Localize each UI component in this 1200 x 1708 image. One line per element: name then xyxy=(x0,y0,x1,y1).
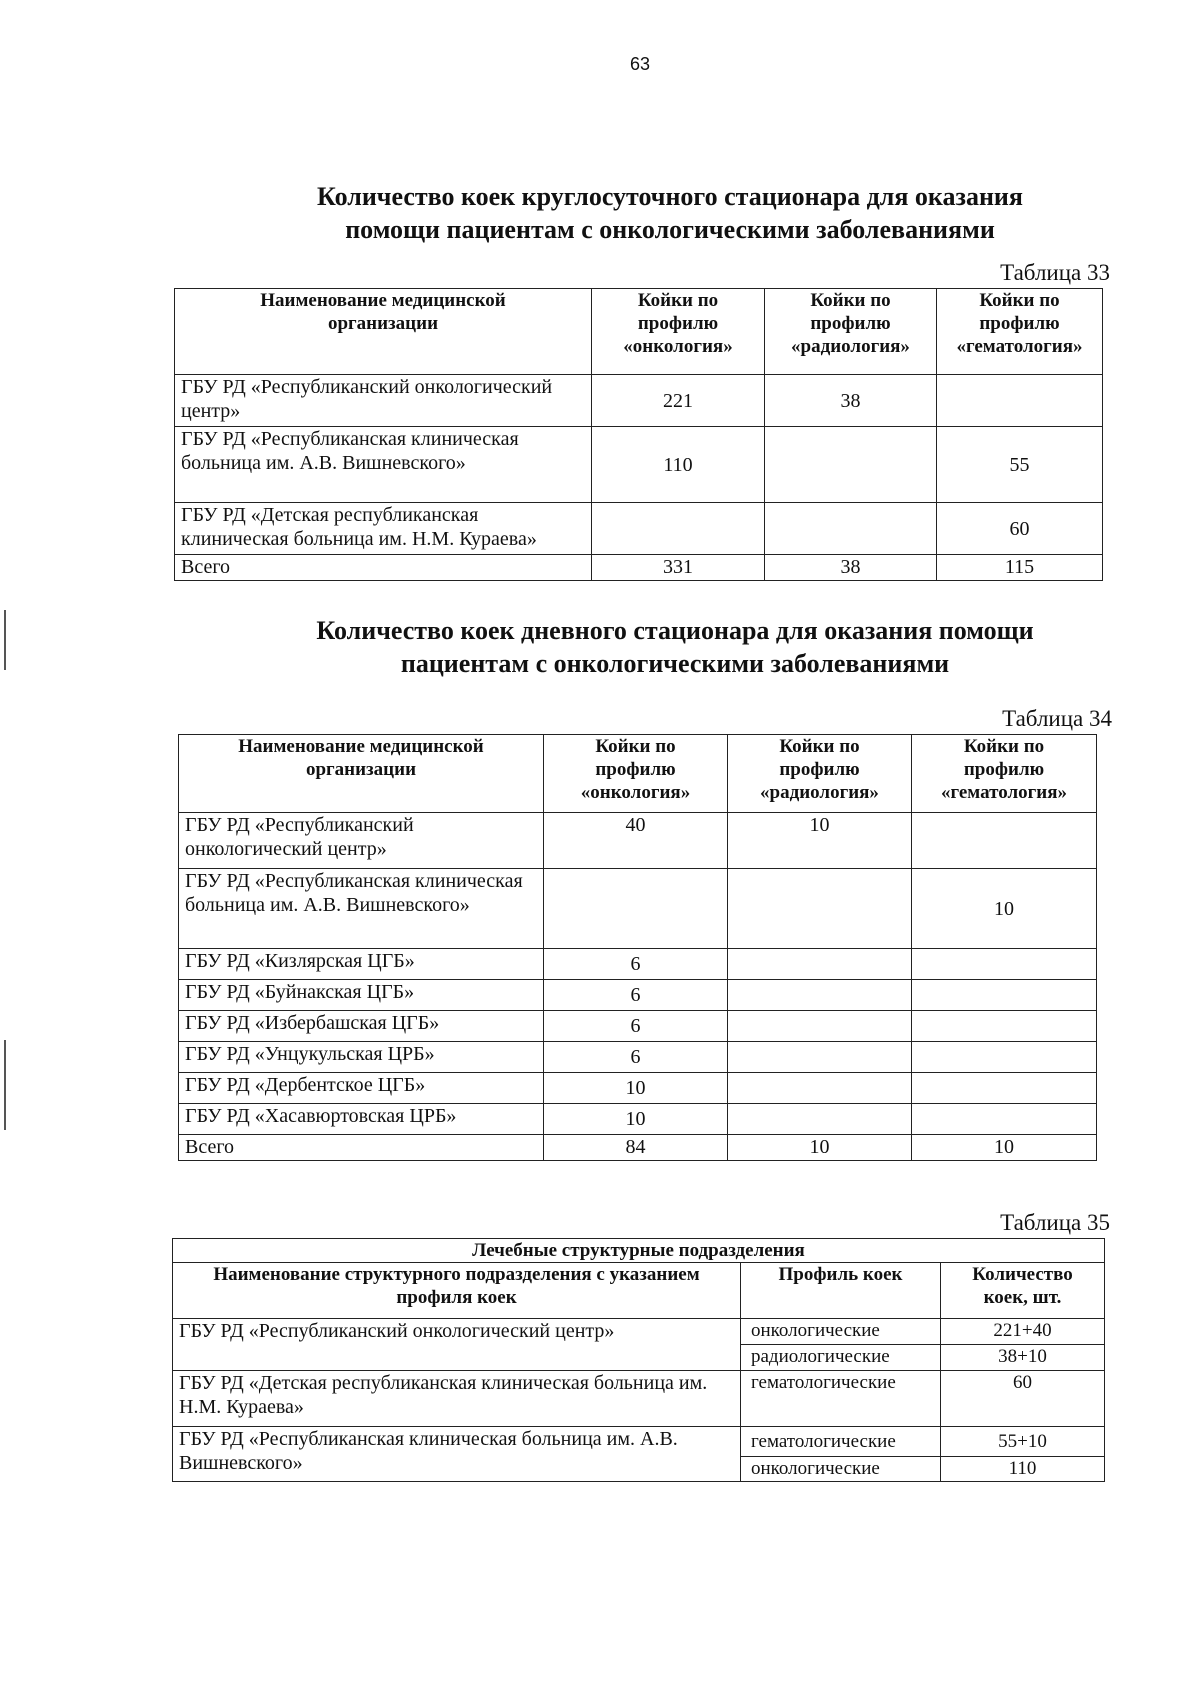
table34-onco-cell: 6 xyxy=(544,1042,728,1073)
table-row xyxy=(173,1319,1105,1345)
table34-onco-cell: 6 xyxy=(544,949,728,980)
scan-edge-line xyxy=(4,1040,6,1130)
table34 xyxy=(178,734,1097,1161)
table34-header-row xyxy=(179,735,1097,813)
table-row xyxy=(179,980,1097,1011)
table33-total-label: Всего xyxy=(175,555,592,581)
page-number: 63 xyxy=(629,54,651,74)
table34-total-radio: 10 xyxy=(728,1135,912,1161)
table34-heading xyxy=(0,614,1200,680)
table35-profile-cell: гематологические xyxy=(741,1427,941,1457)
table33-org-cell: ГБУ РД «Детская республиканская клиническая больница им. Н.М. Кураева» xyxy=(175,503,592,555)
table35-profile-cell: онкологические xyxy=(741,1319,941,1345)
table33-org-cell: ГБУ РД «Республиканская клиническая больница им. А.В. Вишневского» xyxy=(175,427,592,503)
table34-org-cell: ГБУ РД «Дербентское ЦГБ» xyxy=(179,1073,544,1104)
table35-title: Лечебные структурные подразделения xyxy=(173,1239,1105,1263)
table34-header-onco: Койки по профилю «онкология» xyxy=(544,735,728,813)
table33-hema-cell xyxy=(937,375,1103,427)
table35-profile-cell: онкологические xyxy=(741,1457,941,1482)
table35-profile-cell: радиологические xyxy=(741,1345,941,1371)
table35-header-unit: Наименование структурного подразделения с указанием профиля коек xyxy=(173,1263,741,1319)
table35-title-row xyxy=(173,1239,1105,1263)
table35-count-cell: 221+40 xyxy=(941,1319,1105,1345)
table34-org-cell: ГБУ РД «Кизлярская ЦГБ» xyxy=(179,949,544,980)
table33 xyxy=(174,288,1103,581)
table34-onco-cell xyxy=(544,869,728,949)
table35-header-count: Количество коек, шт. xyxy=(941,1263,1105,1319)
table34-radio-cell xyxy=(728,1042,912,1073)
table33-radio-cell xyxy=(765,503,937,555)
table35-unit-cell: ГБУ РД «Республиканская клиническая больница им. А.В. Вишневского» xyxy=(173,1427,741,1482)
table34-hema-cell xyxy=(912,1011,1097,1042)
table35-caption: Таблица 35 xyxy=(1000,1210,1110,1235)
table-row xyxy=(179,1104,1097,1135)
table33-total-hema: 115 xyxy=(937,555,1103,581)
table34-caption: Таблица 34 xyxy=(1002,706,1112,731)
table-row xyxy=(179,949,1097,980)
table33-header-radio: Койки по профилю «радиология» xyxy=(765,289,937,375)
table34-header-radio: Койки по профилю «радиология» xyxy=(728,735,912,813)
table34-total-label: Всего xyxy=(179,1135,544,1161)
table-row xyxy=(175,375,1103,427)
table35-count-cell: 110 xyxy=(941,1457,1105,1482)
table34-hema-cell xyxy=(912,949,1097,980)
table33-heading-line2: помощи пациентам с онкологическими заболеваниями xyxy=(345,215,995,244)
table33-total-radio: 38 xyxy=(765,555,937,581)
table34-radio-cell xyxy=(728,1104,912,1135)
table33-header-org: Наименование медицинской организации xyxy=(175,289,592,375)
table34-hema-cell xyxy=(912,1042,1097,1073)
table34-total-onco: 84 xyxy=(544,1135,728,1161)
table35-count-cell: 60 xyxy=(941,1371,1105,1427)
table33-hema-cell: 55 xyxy=(937,427,1103,503)
table34-org-cell: ГБУ РД «Республиканский онкологический центр» xyxy=(179,813,544,869)
table33-total-row xyxy=(175,555,1103,581)
table33-total-onco: 331 xyxy=(592,555,765,581)
table35-count-cell: 38+10 xyxy=(941,1345,1105,1371)
table-row xyxy=(175,503,1103,555)
table34-hema-cell xyxy=(912,980,1097,1011)
table34-org-cell: ГБУ РД «Буйнакская ЦГБ» xyxy=(179,980,544,1011)
table33-onco-cell: 221 xyxy=(592,375,765,427)
table35-unit-cell: ГБУ РД «Республиканский онкологический центр» xyxy=(173,1319,741,1371)
table33-header-onco: Койки по профилю «онкология» xyxy=(592,289,765,375)
table33-onco-cell xyxy=(592,503,765,555)
table-row xyxy=(179,1011,1097,1042)
table34-total-row xyxy=(179,1135,1097,1161)
table34-onco-cell: 40 xyxy=(544,813,728,869)
table35 xyxy=(172,1238,1105,1482)
table33-header-row xyxy=(175,289,1103,375)
table35-header-row xyxy=(173,1263,1105,1319)
table-row xyxy=(175,427,1103,503)
table34-hema-cell xyxy=(912,1104,1097,1135)
table34-org-cell: ГБУ РД «Хасавюртовская ЦРБ» xyxy=(179,1104,544,1135)
table35-profile-cell: гематологические xyxy=(741,1371,941,1427)
table34-heading-line2: пациентам с онкологическими заболеваниями xyxy=(400,649,950,678)
table-row xyxy=(179,869,1097,949)
table34-header-hema: Койки по профилю «гематология» xyxy=(912,735,1097,813)
table34-total-hema: 10 xyxy=(912,1135,1097,1161)
table-row xyxy=(179,1073,1097,1104)
table33-heading-line1: Количество коек круглосуточного стационара для оказания xyxy=(317,182,1023,211)
table-row xyxy=(179,813,1097,869)
table34-heading-line1: Количество коек дневного стационара для оказания помощи xyxy=(316,616,1034,645)
table34-radio-cell xyxy=(728,949,912,980)
table34-onco-cell: 10 xyxy=(544,1104,728,1135)
table34-radio-cell xyxy=(728,1011,912,1042)
table34-onco-cell: 10 xyxy=(544,1073,728,1104)
table-row xyxy=(179,1042,1097,1073)
table34-onco-cell: 6 xyxy=(544,980,728,1011)
table33-header-hema: Койки по профилю «гематология» xyxy=(937,289,1103,375)
table33-heading xyxy=(0,180,1200,246)
table34-onco-cell: 6 xyxy=(544,1011,728,1042)
table35-header-profile: Профиль коек xyxy=(741,1263,941,1319)
table-row xyxy=(173,1427,1105,1457)
table33-onco-cell: 110 xyxy=(592,427,765,503)
table34-org-cell: ГБУ РД «Республиканская клиническая больница им. А.В. Вишневского» xyxy=(179,869,544,949)
table35-unit-cell: ГБУ РД «Детская республиканская клиническая больница им. Н.М. Кураева» xyxy=(173,1371,741,1427)
table34-radio-cell xyxy=(728,1073,912,1104)
table34-radio-cell: 10 xyxy=(728,813,912,869)
table34-radio-cell xyxy=(728,980,912,1011)
table35-count-cell: 55+10 xyxy=(941,1427,1105,1457)
table33-hema-cell: 60 xyxy=(937,503,1103,555)
table34-hema-cell xyxy=(912,813,1097,869)
table34-hema-cell xyxy=(912,1073,1097,1104)
table33-caption: Таблица 33 xyxy=(1000,260,1110,285)
table33-radio-cell xyxy=(765,427,937,503)
table34-radio-cell xyxy=(728,869,912,949)
table34-header-org: Наименование медицинской организации xyxy=(179,735,544,813)
table34-org-cell: ГБУ РД «Избербашская ЦГБ» xyxy=(179,1011,544,1042)
table-row xyxy=(173,1371,1105,1427)
table34-org-cell: ГБУ РД «Унцукульская ЦРБ» xyxy=(179,1042,544,1073)
table33-radio-cell: 38 xyxy=(765,375,937,427)
table34-hema-cell: 10 xyxy=(912,869,1097,949)
table33-org-cell: ГБУ РД «Республиканский онкологический центр» xyxy=(175,375,592,427)
